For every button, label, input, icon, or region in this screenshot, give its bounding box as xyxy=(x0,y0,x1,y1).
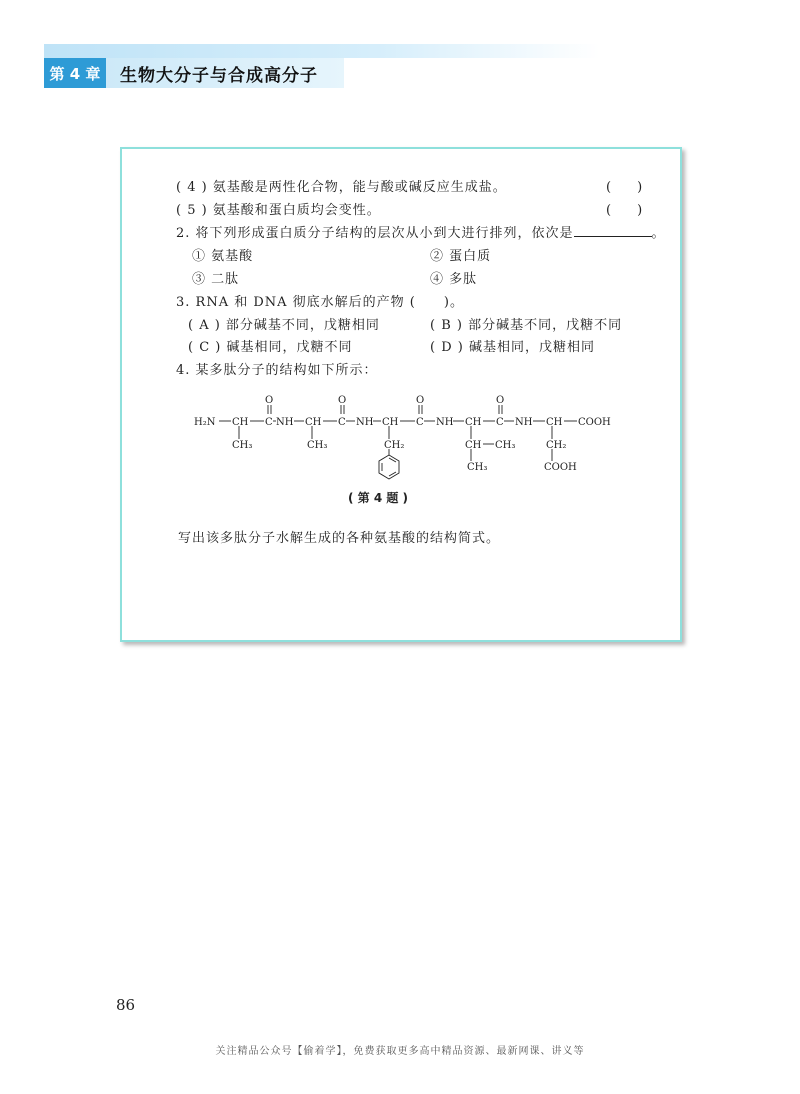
q2-stem-text: 2. 将下列形成蛋白质分子结构的层次从小到大进行排列，依次是 xyxy=(176,226,574,241)
q3-option-c: ( C ) 碱基相同，戊糖不同 xyxy=(188,340,353,355)
polypeptide-structure xyxy=(190,395,620,483)
ch-label: CH xyxy=(382,417,399,428)
c-label: C xyxy=(416,417,424,428)
answer-paren-5: ( ) xyxy=(606,203,643,218)
q1-item-5: ( 5 ) 氨基酸和蛋白质均会变性。 xyxy=(176,203,381,218)
q3-option-d: ( D ) 碱基相同，戊糖相同 xyxy=(430,340,595,355)
chapter-title: 生物大分子与合成高分子 xyxy=(106,58,344,88)
o-label: O xyxy=(338,395,347,406)
footer-note: 关注精品公众号【偷着学】，免费获取更多高中精品资源、最新网课、讲义等 xyxy=(215,1046,585,1057)
q4-stem: 4. 某多肽分子的结构如下所示： xyxy=(176,363,378,378)
ch-label: CH xyxy=(305,417,322,428)
chapter-number: 第 4 章 xyxy=(44,58,106,88)
q4-task: 写出该多肽分子水解生成的各种氨基酸的结构简式。 xyxy=(178,531,501,546)
q3-option-b: ( B ) 部分碱基不同，戊糖不同 xyxy=(430,318,623,333)
q2-option-4: ④ 多肽 xyxy=(430,272,478,287)
ch3-label: CH₃ xyxy=(307,440,328,451)
figure-caption: ( 第 4 题 ) xyxy=(348,491,409,505)
nh-label: NH xyxy=(356,417,374,428)
nh-label: NH xyxy=(515,417,533,428)
o-label: O xyxy=(265,395,274,406)
c-label: C xyxy=(496,417,504,428)
ch3-label: CH₃ xyxy=(232,440,253,451)
ch2-label: CH₂ xyxy=(384,440,405,451)
nh-label: NH xyxy=(436,417,454,428)
o-label: O xyxy=(496,395,505,406)
h2n-label: H₂N xyxy=(194,417,216,428)
o-label: O xyxy=(416,395,425,406)
ch2-label: CH₂ xyxy=(546,440,567,451)
ch-label: CH xyxy=(546,417,563,428)
ch-label: CH xyxy=(232,417,249,428)
ch3-label: CH₃ xyxy=(467,462,488,473)
cooh-label: COOH xyxy=(544,462,577,473)
ch-label: CH xyxy=(465,417,482,428)
q2-answer-blank xyxy=(574,224,652,237)
q1-item-4: ( 4 ) 氨基酸是两性化合物，能与酸或碱反应生成盐。 xyxy=(176,180,507,195)
q3-option-a: ( A ) 部分碱基不同，戊糖相同 xyxy=(188,318,380,333)
page-number: 86 xyxy=(116,996,136,1014)
header-band xyxy=(44,44,600,58)
ch3-label: CH₃ xyxy=(495,440,516,451)
q2-option-1: ① 氨基酸 xyxy=(192,249,254,264)
c-label: C xyxy=(265,417,273,428)
nh-label: NH xyxy=(276,417,294,428)
ch-label: CH xyxy=(465,440,482,451)
q2-option-2: ② 蛋白质 xyxy=(430,249,492,264)
q3-stem: 3. RNA 和 DNA 彻底水解后的产物 ( )。 xyxy=(176,295,464,310)
c-label: C xyxy=(338,417,346,428)
answer-paren-4: ( ) xyxy=(606,180,643,195)
q2-stem-end: 。 xyxy=(651,226,666,241)
q2-option-3: ③ 二肽 xyxy=(192,272,240,287)
chapter-header xyxy=(44,58,344,88)
q2-stem xyxy=(176,222,666,241)
cooh-label: COOH xyxy=(578,417,611,428)
